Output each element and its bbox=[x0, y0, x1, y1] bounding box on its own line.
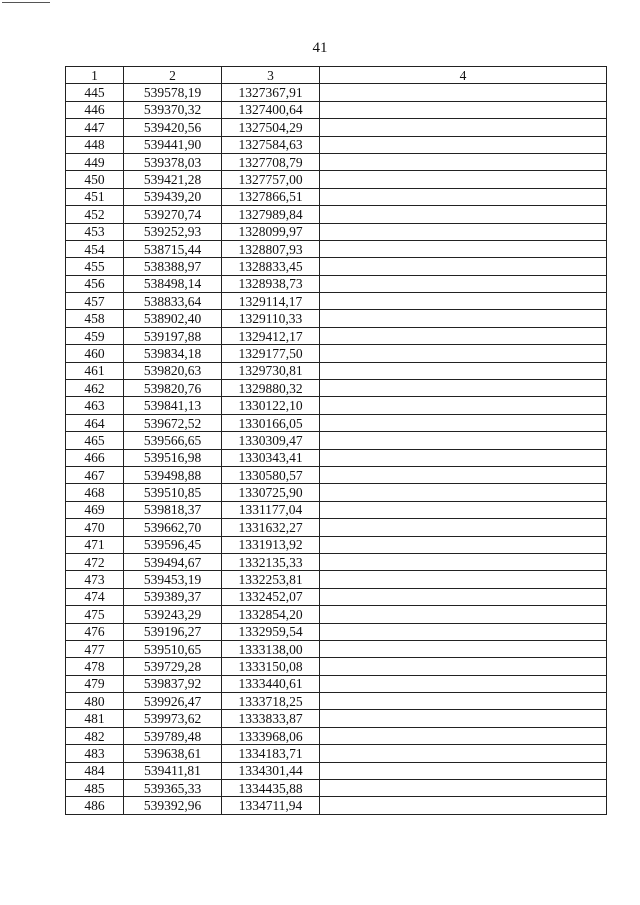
y-coordinate-cell: 1329412,17 bbox=[222, 327, 320, 344]
point-number-cell: 472 bbox=[66, 553, 124, 570]
x-coordinate-cell: 539252,93 bbox=[124, 223, 222, 240]
x-coordinate-cell: 539421,28 bbox=[124, 171, 222, 188]
notes-cell bbox=[320, 275, 607, 292]
y-coordinate-cell: 1332959,54 bbox=[222, 623, 320, 640]
notes-cell bbox=[320, 240, 607, 257]
table-row bbox=[66, 380, 607, 397]
x-coordinate-cell: 539729,28 bbox=[124, 658, 222, 675]
y-coordinate-cell: 1327866,51 bbox=[222, 188, 320, 205]
table-row bbox=[66, 258, 607, 275]
point-number-cell: 466 bbox=[66, 449, 124, 466]
notes-cell bbox=[320, 362, 607, 379]
notes-cell bbox=[320, 153, 607, 170]
point-number-cell: 483 bbox=[66, 745, 124, 762]
y-coordinate-cell: 1327367,91 bbox=[222, 84, 320, 101]
point-number-cell: 459 bbox=[66, 327, 124, 344]
table-row bbox=[66, 293, 607, 310]
point-number-cell: 460 bbox=[66, 345, 124, 362]
notes-cell bbox=[320, 675, 607, 692]
point-number-cell: 485 bbox=[66, 780, 124, 797]
notes-cell bbox=[320, 188, 607, 205]
table-row bbox=[66, 727, 607, 744]
x-coordinate-cell: 539420,56 bbox=[124, 119, 222, 136]
x-coordinate-cell: 539197,88 bbox=[124, 327, 222, 344]
y-coordinate-cell: 1328833,45 bbox=[222, 258, 320, 275]
point-number-cell: 479 bbox=[66, 675, 124, 692]
y-coordinate-cell: 1329110,33 bbox=[222, 310, 320, 327]
scan-edge-mark bbox=[2, 2, 50, 3]
table-row bbox=[66, 780, 607, 797]
notes-cell bbox=[320, 136, 607, 153]
point-number-cell: 471 bbox=[66, 536, 124, 553]
table-row bbox=[66, 588, 607, 605]
notes-cell bbox=[320, 414, 607, 431]
table-row bbox=[66, 658, 607, 675]
x-coordinate-cell: 539270,74 bbox=[124, 206, 222, 223]
y-coordinate-cell: 1327504,29 bbox=[222, 119, 320, 136]
x-coordinate-cell: 539818,37 bbox=[124, 501, 222, 518]
notes-cell bbox=[320, 693, 607, 710]
x-coordinate-cell: 539370,32 bbox=[124, 101, 222, 118]
notes-cell bbox=[320, 327, 607, 344]
notes-cell bbox=[320, 432, 607, 449]
point-number-cell: 445 bbox=[66, 84, 124, 101]
y-coordinate-cell: 1331177,04 bbox=[222, 501, 320, 518]
point-number-cell: 480 bbox=[66, 693, 124, 710]
x-coordinate-cell: 539973,62 bbox=[124, 710, 222, 727]
table-row bbox=[66, 710, 607, 727]
y-coordinate-cell: 1329114,17 bbox=[222, 293, 320, 310]
table-row bbox=[66, 223, 607, 240]
x-coordinate-cell: 539510,65 bbox=[124, 640, 222, 657]
y-coordinate-cell: 1329177,50 bbox=[222, 345, 320, 362]
notes-cell bbox=[320, 345, 607, 362]
y-coordinate-cell: 1333968,06 bbox=[222, 727, 320, 744]
column-header-4: 4 bbox=[320, 67, 607, 84]
table-row bbox=[66, 397, 607, 414]
y-coordinate-cell: 1330725,90 bbox=[222, 484, 320, 501]
y-coordinate-cell: 1334301,44 bbox=[222, 762, 320, 779]
x-coordinate-cell: 538902,40 bbox=[124, 310, 222, 327]
y-coordinate-cell: 1327989,84 bbox=[222, 206, 320, 223]
notes-cell bbox=[320, 310, 607, 327]
table-row bbox=[66, 606, 607, 623]
x-coordinate-cell: 538715,44 bbox=[124, 240, 222, 257]
notes-cell bbox=[320, 797, 607, 814]
table-row bbox=[66, 153, 607, 170]
table-row bbox=[66, 536, 607, 553]
point-number-cell: 481 bbox=[66, 710, 124, 727]
x-coordinate-cell: 538833,64 bbox=[124, 293, 222, 310]
notes-cell bbox=[320, 171, 607, 188]
x-coordinate-cell: 539453,19 bbox=[124, 571, 222, 588]
point-number-cell: 476 bbox=[66, 623, 124, 640]
x-coordinate-cell: 539662,70 bbox=[124, 519, 222, 536]
y-coordinate-cell: 1333833,87 bbox=[222, 710, 320, 727]
y-coordinate-cell: 1333440,61 bbox=[222, 675, 320, 692]
notes-cell bbox=[320, 258, 607, 275]
y-coordinate-cell: 1330580,57 bbox=[222, 466, 320, 483]
point-number-cell: 482 bbox=[66, 727, 124, 744]
y-coordinate-cell: 1330166,05 bbox=[222, 414, 320, 431]
notes-cell bbox=[320, 449, 607, 466]
point-number-cell: 456 bbox=[66, 275, 124, 292]
point-number-cell: 465 bbox=[66, 432, 124, 449]
y-coordinate-cell: 1329730,81 bbox=[222, 362, 320, 379]
x-coordinate-cell: 539365,33 bbox=[124, 780, 222, 797]
table-row bbox=[66, 693, 607, 710]
y-coordinate-cell: 1333150,08 bbox=[222, 658, 320, 675]
point-number-cell: 447 bbox=[66, 119, 124, 136]
x-coordinate-cell: 539789,48 bbox=[124, 727, 222, 744]
table-row bbox=[66, 119, 607, 136]
y-coordinate-cell: 1327400,64 bbox=[222, 101, 320, 118]
table-row bbox=[66, 362, 607, 379]
point-number-cell: 452 bbox=[66, 206, 124, 223]
notes-cell bbox=[320, 640, 607, 657]
point-number-cell: 454 bbox=[66, 240, 124, 257]
point-number-cell: 469 bbox=[66, 501, 124, 518]
x-coordinate-cell: 539498,88 bbox=[124, 466, 222, 483]
x-coordinate-cell: 539566,65 bbox=[124, 432, 222, 449]
x-coordinate-cell: 539196,27 bbox=[124, 623, 222, 640]
y-coordinate-cell: 1329880,32 bbox=[222, 380, 320, 397]
table-row bbox=[66, 571, 607, 588]
notes-cell bbox=[320, 206, 607, 223]
notes-cell bbox=[320, 119, 607, 136]
notes-cell bbox=[320, 727, 607, 744]
y-coordinate-cell: 1327708,79 bbox=[222, 153, 320, 170]
notes-cell bbox=[320, 293, 607, 310]
y-coordinate-cell: 1331632,27 bbox=[222, 519, 320, 536]
column-header-2: 2 bbox=[124, 67, 222, 84]
x-coordinate-cell: 539389,37 bbox=[124, 588, 222, 605]
point-number-cell: 462 bbox=[66, 380, 124, 397]
x-coordinate-cell: 538388,97 bbox=[124, 258, 222, 275]
table-row bbox=[66, 449, 607, 466]
notes-cell bbox=[320, 536, 607, 553]
x-coordinate-cell: 539638,61 bbox=[124, 745, 222, 762]
notes-cell bbox=[320, 84, 607, 101]
point-number-cell: 461 bbox=[66, 362, 124, 379]
y-coordinate-cell: 1330122,10 bbox=[222, 397, 320, 414]
point-number-cell: 484 bbox=[66, 762, 124, 779]
notes-cell bbox=[320, 101, 607, 118]
y-coordinate-cell: 1332452,07 bbox=[222, 588, 320, 605]
y-coordinate-cell: 1332253,81 bbox=[222, 571, 320, 588]
table-row bbox=[66, 206, 607, 223]
table-row bbox=[66, 623, 607, 640]
table-row bbox=[66, 466, 607, 483]
x-coordinate-cell: 539243,29 bbox=[124, 606, 222, 623]
point-number-cell: 475 bbox=[66, 606, 124, 623]
y-coordinate-cell: 1328938,73 bbox=[222, 275, 320, 292]
y-coordinate-cell: 1330309,47 bbox=[222, 432, 320, 449]
coordinates-table bbox=[65, 66, 607, 815]
table-row bbox=[66, 640, 607, 657]
notes-cell bbox=[320, 780, 607, 797]
table-row bbox=[66, 84, 607, 101]
point-number-cell: 448 bbox=[66, 136, 124, 153]
x-coordinate-cell: 539510,85 bbox=[124, 484, 222, 501]
y-coordinate-cell: 1327584,63 bbox=[222, 136, 320, 153]
point-number-cell: 464 bbox=[66, 414, 124, 431]
table-row bbox=[66, 171, 607, 188]
x-coordinate-cell: 539672,52 bbox=[124, 414, 222, 431]
table-row bbox=[66, 188, 607, 205]
point-number-cell: 470 bbox=[66, 519, 124, 536]
notes-cell bbox=[320, 571, 607, 588]
notes-cell bbox=[320, 762, 607, 779]
y-coordinate-cell: 1334435,88 bbox=[222, 780, 320, 797]
notes-cell bbox=[320, 397, 607, 414]
point-number-cell: 477 bbox=[66, 640, 124, 657]
notes-cell bbox=[320, 484, 607, 501]
x-coordinate-cell: 539926,47 bbox=[124, 693, 222, 710]
table-row bbox=[66, 101, 607, 118]
point-number-cell: 486 bbox=[66, 797, 124, 814]
notes-cell bbox=[320, 588, 607, 605]
page-number: 41 bbox=[312, 40, 328, 56]
point-number-cell: 455 bbox=[66, 258, 124, 275]
x-coordinate-cell: 539378,03 bbox=[124, 153, 222, 170]
notes-cell bbox=[320, 606, 607, 623]
x-coordinate-cell: 539516,98 bbox=[124, 449, 222, 466]
point-number-cell: 468 bbox=[66, 484, 124, 501]
table-row bbox=[66, 345, 607, 362]
y-coordinate-cell: 1333138,00 bbox=[222, 640, 320, 657]
table-row bbox=[66, 675, 607, 692]
column-header-1: 1 bbox=[66, 67, 124, 84]
notes-cell bbox=[320, 553, 607, 570]
x-coordinate-cell: 539441,90 bbox=[124, 136, 222, 153]
table-row bbox=[66, 745, 607, 762]
table-row bbox=[66, 519, 607, 536]
notes-cell bbox=[320, 380, 607, 397]
x-coordinate-cell: 538498,14 bbox=[124, 275, 222, 292]
point-number-cell: 467 bbox=[66, 466, 124, 483]
y-coordinate-cell: 1330343,41 bbox=[222, 449, 320, 466]
table-body bbox=[66, 84, 607, 814]
notes-cell bbox=[320, 223, 607, 240]
column-header-3: 3 bbox=[222, 67, 320, 84]
table-row bbox=[66, 484, 607, 501]
table-row bbox=[66, 240, 607, 257]
point-number-cell: 450 bbox=[66, 171, 124, 188]
table-row bbox=[66, 310, 607, 327]
table-row bbox=[66, 553, 607, 570]
table-header-row bbox=[66, 67, 607, 84]
y-coordinate-cell: 1331913,92 bbox=[222, 536, 320, 553]
point-number-cell: 453 bbox=[66, 223, 124, 240]
point-number-cell: 457 bbox=[66, 293, 124, 310]
table-row bbox=[66, 136, 607, 153]
table-row bbox=[66, 501, 607, 518]
x-coordinate-cell: 539578,19 bbox=[124, 84, 222, 101]
y-coordinate-cell: 1328099,97 bbox=[222, 223, 320, 240]
point-number-cell: 458 bbox=[66, 310, 124, 327]
point-number-cell: 473 bbox=[66, 571, 124, 588]
x-coordinate-cell: 539439,20 bbox=[124, 188, 222, 205]
x-coordinate-cell: 539834,18 bbox=[124, 345, 222, 362]
x-coordinate-cell: 539837,92 bbox=[124, 675, 222, 692]
x-coordinate-cell: 539596,45 bbox=[124, 536, 222, 553]
y-coordinate-cell: 1328807,93 bbox=[222, 240, 320, 257]
x-coordinate-cell: 539411,81 bbox=[124, 762, 222, 779]
table-row bbox=[66, 797, 607, 814]
table-row bbox=[66, 762, 607, 779]
x-coordinate-cell: 539841,13 bbox=[124, 397, 222, 414]
notes-cell bbox=[320, 658, 607, 675]
point-number-cell: 451 bbox=[66, 188, 124, 205]
point-number-cell: 449 bbox=[66, 153, 124, 170]
table-row bbox=[66, 275, 607, 292]
table-row bbox=[66, 414, 607, 431]
table-row bbox=[66, 432, 607, 449]
x-coordinate-cell: 539820,63 bbox=[124, 362, 222, 379]
notes-cell bbox=[320, 466, 607, 483]
y-coordinate-cell: 1334183,71 bbox=[222, 745, 320, 762]
y-coordinate-cell: 1327757,00 bbox=[222, 171, 320, 188]
x-coordinate-cell: 539392,96 bbox=[124, 797, 222, 814]
point-number-cell: 463 bbox=[66, 397, 124, 414]
y-coordinate-cell: 1332854,20 bbox=[222, 606, 320, 623]
x-coordinate-cell: 539820,76 bbox=[124, 380, 222, 397]
notes-cell bbox=[320, 519, 607, 536]
notes-cell bbox=[320, 623, 607, 640]
notes-cell bbox=[320, 745, 607, 762]
y-coordinate-cell: 1334711,94 bbox=[222, 797, 320, 814]
point-number-cell: 446 bbox=[66, 101, 124, 118]
point-number-cell: 478 bbox=[66, 658, 124, 675]
notes-cell bbox=[320, 710, 607, 727]
table-row bbox=[66, 327, 607, 344]
notes-cell bbox=[320, 501, 607, 518]
x-coordinate-cell: 539494,67 bbox=[124, 553, 222, 570]
y-coordinate-cell: 1332135,33 bbox=[222, 553, 320, 570]
y-coordinate-cell: 1333718,25 bbox=[222, 693, 320, 710]
point-number-cell: 474 bbox=[66, 588, 124, 605]
